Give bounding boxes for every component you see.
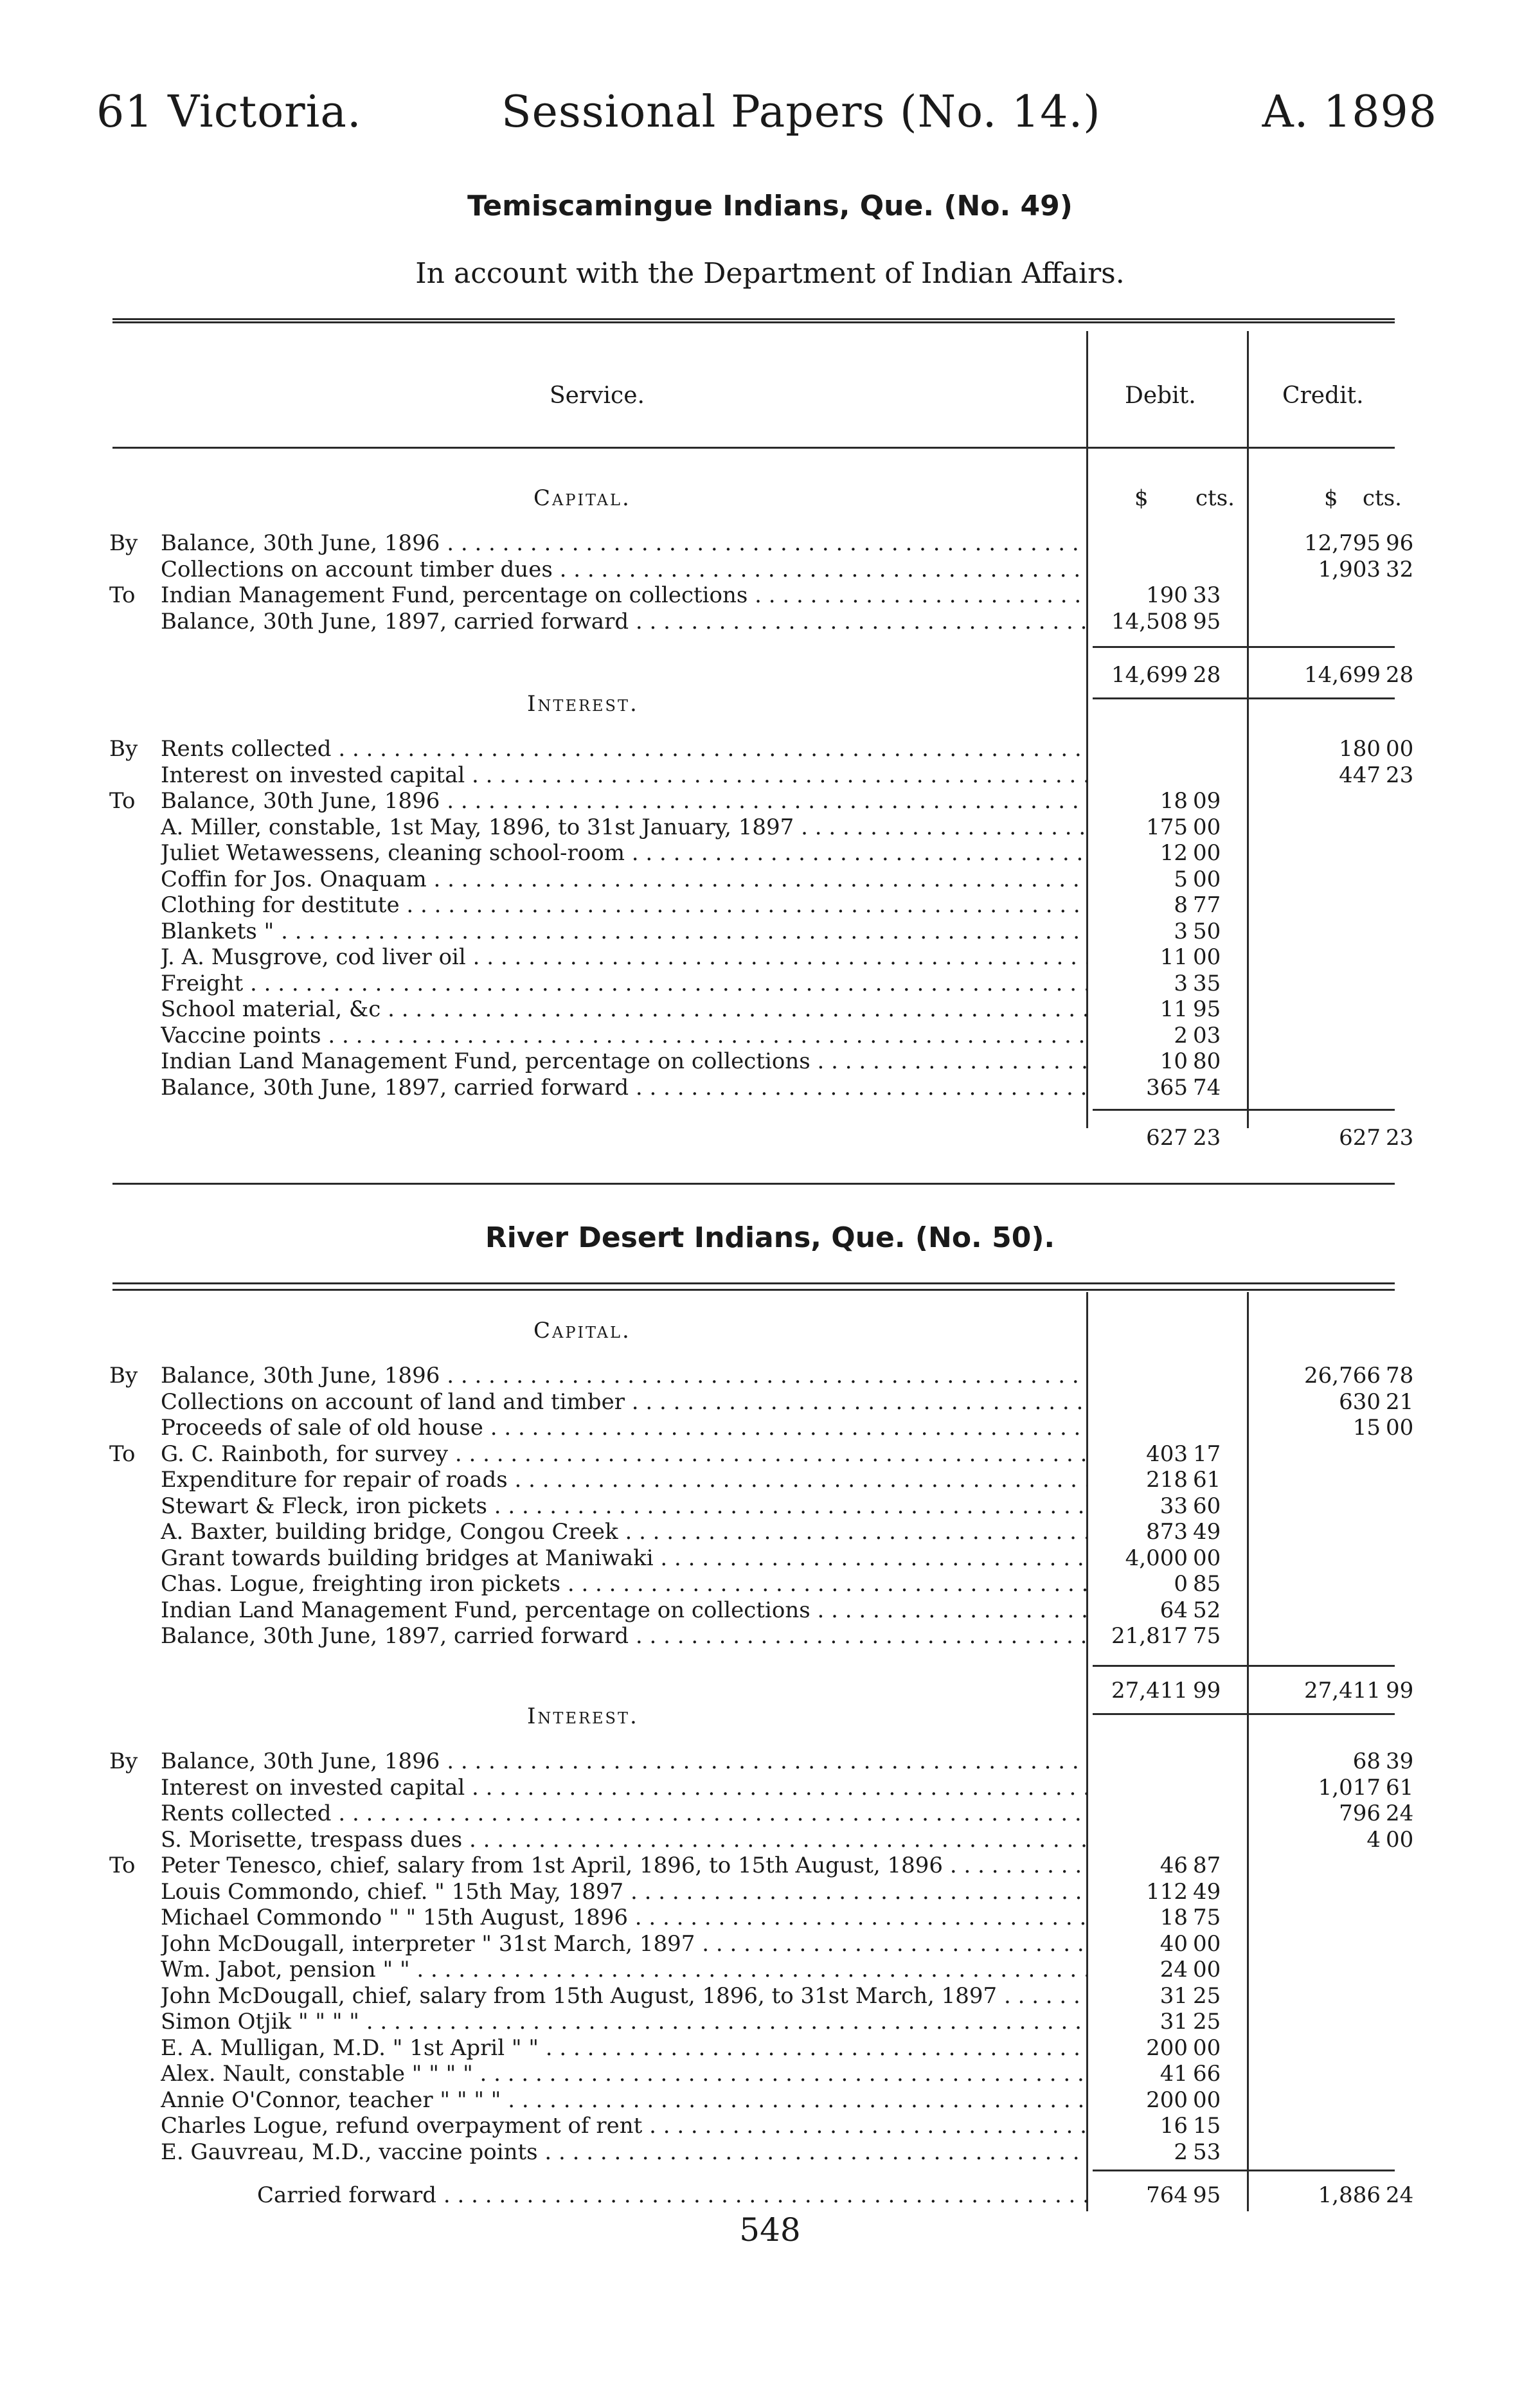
ledger-row	[0, 996, 1540, 1022]
ledger-row	[0, 736, 1540, 762]
ledger-row	[0, 1519, 1540, 1545]
table-top-rule	[112, 318, 1395, 320]
entry-debit-cents: 95	[1193, 996, 1221, 1022]
entry-description: Balance, 30th June, 1897, carried forward . . .	[161, 1623, 1087, 1649]
credit-total: 627	[1339, 1125, 1381, 1151]
entry-debit: 190	[1146, 582, 1188, 608]
entry-credit: 12,795	[1304, 530, 1381, 556]
service-column-header: Service.	[550, 382, 645, 409]
section1-title: Temiscamingue Indians, Que. (No. 49)	[467, 190, 1073, 222]
ledger-row	[0, 1879, 1540, 1905]
debit-total: 764	[1146, 2182, 1188, 2208]
carried-forward-label: Carried forward . . .	[257, 2182, 1087, 2208]
entry-description: Proceeds of sale of old house . . .	[161, 1415, 1087, 1441]
entry-debit: 46	[1159, 1853, 1188, 1878]
debit-total-cents: 95	[1193, 2182, 1221, 2208]
entry-description: Indian Land Management Fund, percentage on collections . . .	[161, 1597, 1087, 1623]
ledger-row	[0, 557, 1540, 582]
ledger-row	[0, 944, 1540, 970]
credit-total-cents: 23	[1386, 1125, 1414, 1151]
credit-total-cents: 28	[1386, 662, 1414, 688]
ledger-row	[0, 1775, 1540, 1801]
ledger-row	[0, 2087, 1540, 2113]
ledger-row	[0, 1493, 1540, 1519]
ledger-row	[0, 867, 1540, 892]
carried-forward-row	[0, 2182, 1540, 2208]
entry-description: Coffin for Jos. Onaquam . . .	[161, 867, 1087, 892]
entry-description: Balance, 30th June, 1897, carried forward . . .	[161, 609, 1087, 634]
entry-debit: 31	[1159, 1983, 1188, 2009]
debit-column-header: Debit.	[1125, 382, 1196, 409]
entry-debit: 200	[1146, 2035, 1188, 2061]
entry-debit: 0	[1174, 1571, 1188, 1597]
entry-credit: 447	[1339, 762, 1381, 788]
interest-total-rule	[1093, 1109, 1395, 1111]
entry-description: Wm. Jabot, pension " " . . .	[161, 1957, 1087, 1982]
debit-total: 14,699	[1111, 662, 1188, 688]
entry-description: Balance, 30th June, 1897, carried forward . . .	[161, 1075, 1087, 1101]
entry-debit-cents: 75	[1193, 1623, 1221, 1649]
entry-description: Michael Commondo " " 15th August, 1896 . . .	[161, 1905, 1087, 1930]
entry-debit: 11	[1159, 944, 1188, 970]
entry-description: Stewart & Fleck, iron pickets . . .	[161, 1493, 1087, 1519]
entry-debit-cents: 33	[1193, 582, 1221, 608]
entry-credit: 180	[1339, 736, 1381, 762]
entry-description: Chas. Logue, freighting iron pickets . . .	[161, 1571, 1087, 1597]
entry-debit: 41	[1159, 2061, 1188, 2087]
entry-debit-cents: 03	[1193, 1023, 1221, 1048]
entry-description: S. Morisette, trespass dues . . .	[161, 1827, 1087, 1853]
entry-description: Annie O'Connor, teacher " " " " . . .	[161, 2087, 1087, 2113]
entry-debit-cents: 00	[1193, 867, 1221, 892]
entry-description: Balance, 30th June, 1896 . . .	[161, 1748, 1087, 1774]
ledger-row	[0, 1597, 1540, 1623]
entry-debit-cents: 49	[1193, 1519, 1221, 1545]
entry-credit: 796	[1339, 1801, 1381, 1826]
entry-debit: 200	[1146, 2087, 1188, 2113]
entry-description: John McDougall, chief, salary from 15th August, 1896, to 31st March, 1897 . . .	[161, 1983, 1087, 2009]
credit-column-header: Credit.	[1282, 382, 1364, 409]
entry-debit-cents: 60	[1193, 1493, 1221, 1519]
entry-debit: 10	[1159, 1048, 1188, 1074]
credit-total: 14,699	[1304, 662, 1381, 688]
section1-subtitle: In account with the Department of Indian Affairs.	[415, 257, 1125, 290]
entry-description: Blankets " . . .	[161, 919, 1087, 944]
credit-total-cents: 99	[1386, 1678, 1414, 1703]
entry-credit-cents: 96	[1386, 530, 1414, 556]
entry-description: Balance, 30th June, 1896 . . .	[161, 788, 1087, 814]
ledger-row	[0, 609, 1540, 634]
entry-debit-cents: 35	[1193, 971, 1221, 996]
ledger-row	[0, 892, 1540, 918]
credit-total-cents: 24	[1386, 2182, 1414, 2208]
entry-description: Louis Commondo, chief. " 15th May, 1897 . . .	[161, 1879, 1087, 1905]
entry-debit: 112	[1146, 1879, 1188, 1905]
ledger-row	[0, 814, 1540, 840]
running-head	[96, 87, 1437, 157]
entry-debit: 403	[1146, 1441, 1188, 1467]
section2-top-rule-2	[112, 1289, 1395, 1291]
entry-debit: 873	[1146, 1519, 1188, 1545]
entry-description: Collections on account of land and timber . . .	[161, 1389, 1087, 1415]
interest-section-title: Interest.	[527, 1703, 639, 1729]
entry-debit-cents: 00	[1193, 1957, 1221, 1982]
running-head-center: Sessional Papers (No. 14.)	[501, 87, 1101, 138]
ledger-row	[0, 1801, 1540, 1826]
table-top-rule-2	[112, 321, 1395, 323]
capital-total-row	[0, 662, 1540, 688]
capital-total-rule	[1093, 1665, 1395, 1667]
entry-debit: 2	[1174, 1023, 1188, 1048]
running-head-left: 61 Victoria.	[96, 87, 362, 138]
debit-total: 27,411	[1111, 1678, 1188, 1703]
entry-debit-cents: 87	[1193, 1853, 1221, 1878]
section1-bottom-rule	[112, 1183, 1395, 1185]
entry-debit: 21,817	[1111, 1623, 1188, 1649]
section2-top-rule	[112, 1282, 1395, 1284]
ledger-row	[0, 530, 1540, 556]
entry-credit-cents: 61	[1386, 1775, 1414, 1801]
entry-description: Vaccine points . . .	[161, 1023, 1087, 1048]
entry-description: Balance, 30th June, 1896 . . .	[161, 1363, 1087, 1388]
entry-description: G. C. Rainboth, for survey . . .	[161, 1441, 1087, 1467]
page-number: 548	[739, 2211, 801, 2249]
entry-debit-cents: 50	[1193, 919, 1221, 944]
entry-debit-cents: 15	[1193, 2113, 1221, 2139]
entry-debit-cents: 25	[1193, 1983, 1221, 2009]
entry-debit-cents: 80	[1193, 1048, 1221, 1074]
entry-prefix: By	[109, 736, 138, 762]
capital-double-rule	[1093, 1713, 1395, 1715]
ledger-row	[0, 1983, 1540, 2009]
entry-credit-cents: 00	[1386, 1827, 1414, 1853]
entry-description: Freight . . .	[161, 971, 1087, 996]
entry-debit: 64	[1159, 1597, 1188, 1623]
ledger-row	[0, 1467, 1540, 1493]
interest-section-title: Interest.	[527, 691, 639, 717]
entry-debit-cents: 85	[1193, 1571, 1221, 1597]
entry-debit-cents: 95	[1193, 609, 1221, 634]
entry-description: Indian Management Fund, percentage on collections . . .	[161, 582, 1087, 608]
entry-credit: 68	[1352, 1748, 1381, 1774]
entry-debit: 3	[1174, 971, 1188, 996]
entry-description: Interest on invested capital . . .	[161, 1775, 1087, 1801]
debit-cents-head: cts.	[1195, 485, 1235, 511]
entry-description: Juliet Wetawessens, cleaning school-room . . .	[161, 840, 1087, 866]
entry-prefix: To	[109, 1441, 136, 1467]
entry-debit-cents: 66	[1193, 2061, 1221, 2087]
running-head-right: A. 1898	[1262, 87, 1437, 138]
capital-section-title: Capital.	[533, 1318, 631, 1343]
entry-debit: 31	[1159, 2009, 1188, 2035]
header-bottom-rule	[112, 447, 1395, 449]
ledger-row	[0, 762, 1540, 788]
entry-credit-cents: 32	[1386, 557, 1414, 582]
entry-debit-cents: 00	[1193, 2087, 1221, 2113]
ledger-row	[0, 1389, 1540, 1415]
entry-debit: 24	[1159, 1957, 1188, 1982]
entry-debit: 5	[1174, 867, 1188, 892]
ledger-row	[0, 1748, 1540, 1774]
ledger-row	[0, 1827, 1540, 1853]
ledger-row	[0, 2035, 1540, 2061]
entry-description: Rents collected . . .	[161, 1801, 1087, 1826]
entry-debit: 11	[1159, 996, 1188, 1022]
entry-debit-cents: 00	[1193, 1931, 1221, 1957]
ledger-row	[0, 2061, 1540, 2087]
entry-debit-cents: 00	[1193, 814, 1221, 840]
entry-debit-cents: 77	[1193, 892, 1221, 918]
entry-debit: 33	[1159, 1493, 1188, 1519]
entry-description: School material, &c . . .	[161, 996, 1087, 1022]
entry-description: Peter Tenesco, chief, salary from 1st April, 1896, to 15th August, 1896 . . .	[161, 1853, 1087, 1878]
entry-description: Grant towards building bridges at Maniwaki . . .	[161, 1545, 1087, 1571]
entry-debit-cents: 25	[1193, 2009, 1221, 2035]
entry-debit-cents: 53	[1193, 2139, 1221, 2165]
entry-credit-cents: 00	[1386, 1415, 1414, 1441]
entry-debit: 40	[1159, 1931, 1188, 1957]
entry-description: A. Baxter, building bridge, Congou Creek . . .	[161, 1519, 1087, 1545]
entry-description: Indian Land Management Fund, percentage on collections . . .	[161, 1048, 1087, 1074]
ledger-row	[0, 2113, 1540, 2139]
debit-dollar-head: $	[1134, 485, 1149, 511]
ledger-row	[0, 1957, 1540, 1982]
entry-description: Expenditure for repair of roads . . .	[161, 1467, 1087, 1493]
entry-description: Clothing for destitute . . .	[161, 892, 1087, 918]
entry-debit-cents: 09	[1193, 788, 1221, 814]
entry-description: Alex. Nault, constable " " " " . . .	[161, 2061, 1087, 2087]
entry-debit-cents: 00	[1193, 1545, 1221, 1571]
debit-total-cents: 99	[1193, 1678, 1221, 1703]
ledger-row	[0, 2139, 1540, 2165]
entry-debit: 14,508	[1111, 609, 1188, 634]
entry-prefix: By	[109, 1363, 138, 1388]
ledger-row	[0, 1363, 1540, 1388]
entry-prefix: By	[109, 530, 138, 556]
entry-debit: 16	[1159, 2113, 1188, 2139]
section2-title: River Desert Indians, Que. (No. 50).	[485, 1221, 1055, 1254]
entry-description: J. A. Musgrove, cod liver oil . . .	[161, 944, 1087, 970]
ledger-row	[0, 1415, 1540, 1441]
carried-forward-rule	[1093, 2170, 1395, 2171]
ledger-row	[0, 1545, 1540, 1571]
debit-total-cents: 28	[1193, 662, 1221, 688]
entry-debit-cents: 17	[1193, 1441, 1221, 1467]
ledger-row	[0, 788, 1540, 814]
entry-description: Simon Otjik " " " " . . .	[161, 2009, 1087, 2035]
entry-credit-cents: 78	[1386, 1363, 1414, 1388]
ledger-row	[0, 1853, 1540, 1878]
interest-total-row	[0, 1125, 1540, 1151]
entry-debit: 365	[1146, 1075, 1188, 1101]
entry-credit: 15	[1352, 1415, 1381, 1441]
credit-dollar-head: $	[1324, 485, 1338, 511]
debit-total: 627	[1146, 1125, 1188, 1151]
entry-debit: 18	[1159, 1905, 1188, 1930]
credit-cents-head: cts.	[1363, 485, 1402, 511]
entry-credit-cents: 23	[1386, 762, 1414, 788]
entry-debit-cents: 00	[1193, 944, 1221, 970]
ledger-row	[0, 2009, 1540, 2035]
entry-debit-cents: 52	[1193, 1597, 1221, 1623]
entry-credit: 26,766	[1304, 1363, 1381, 1388]
entry-description: John McDougall, interpreter " 31st March, 1897 . . .	[161, 1931, 1087, 1957]
ledger-row	[0, 582, 1540, 608]
ledger-row	[0, 1931, 1540, 1957]
entry-prefix: To	[109, 788, 136, 814]
entry-prefix: To	[109, 582, 136, 608]
entry-debit: 4,000	[1125, 1545, 1188, 1571]
entry-description: Charles Logue, refund overpayment of rent . . .	[161, 2113, 1087, 2139]
entry-debit-cents: 61	[1193, 1467, 1221, 1493]
credit-total: 27,411	[1304, 1678, 1381, 1703]
entry-credit-cents: 00	[1386, 736, 1414, 762]
entry-credit: 1,017	[1318, 1775, 1381, 1801]
debit-total-cents: 23	[1193, 1125, 1221, 1151]
entry-debit: 2	[1174, 2139, 1188, 2165]
entry-credit-cents: 21	[1386, 1389, 1414, 1415]
entry-description: Collections on account timber dues . . .	[161, 557, 1087, 582]
capital-total-rule	[1093, 646, 1395, 648]
ledger-row	[0, 919, 1540, 944]
entry-debit-cents: 00	[1193, 2035, 1221, 2061]
entry-debit-cents: 75	[1193, 1905, 1221, 1930]
ledger-row	[0, 971, 1540, 996]
entry-debit: 175	[1146, 814, 1188, 840]
entry-description: Interest on invested capital . . .	[161, 762, 1087, 788]
capital-double-rule	[1093, 697, 1395, 699]
entry-description: Rents collected . . .	[161, 736, 1087, 762]
entry-credit: 1,903	[1318, 557, 1381, 582]
entry-description: E. A. Mulligan, M.D. " 1st April " " . . .	[161, 2035, 1087, 2061]
ledger-row	[0, 840, 1540, 866]
capital-section-title: Capital.	[533, 485, 631, 511]
entry-credit-cents: 39	[1386, 1748, 1414, 1774]
ledger-row	[0, 1905, 1540, 1930]
ledger-row	[0, 1048, 1540, 1074]
ledger-row	[0, 1075, 1540, 1101]
entry-debit-cents: 74	[1193, 1075, 1221, 1101]
entry-debit: 218	[1146, 1467, 1188, 1493]
entry-description: E. Gauvreau, M.D., vaccine points . . .	[161, 2139, 1087, 2165]
entry-debit: 18	[1159, 788, 1188, 814]
entry-credit: 630	[1339, 1389, 1381, 1415]
capital-total-row	[0, 1678, 1540, 1703]
entry-credit: 4	[1366, 1827, 1381, 1853]
entry-description: Balance, 30th June, 1896 . . .	[161, 530, 1087, 556]
entry-prefix: By	[109, 1748, 138, 1774]
entry-prefix: To	[109, 1853, 136, 1878]
entry-description: A. Miller, constable, 1st May, 1896, to 31st January, 1897 . . .	[161, 814, 1087, 840]
credit-total: 1,886	[1318, 2182, 1381, 2208]
entry-debit-cents: 49	[1193, 1879, 1221, 1905]
ledger-row	[0, 1623, 1540, 1649]
entry-credit-cents: 24	[1386, 1801, 1414, 1826]
ledger-row	[0, 1571, 1540, 1597]
ledger-row	[0, 1441, 1540, 1467]
entry-debit-cents: 00	[1193, 840, 1221, 866]
entry-debit: 12	[1159, 840, 1188, 866]
entry-debit: 8	[1174, 892, 1188, 918]
entry-debit: 3	[1174, 919, 1188, 944]
ledger-row	[0, 1023, 1540, 1048]
